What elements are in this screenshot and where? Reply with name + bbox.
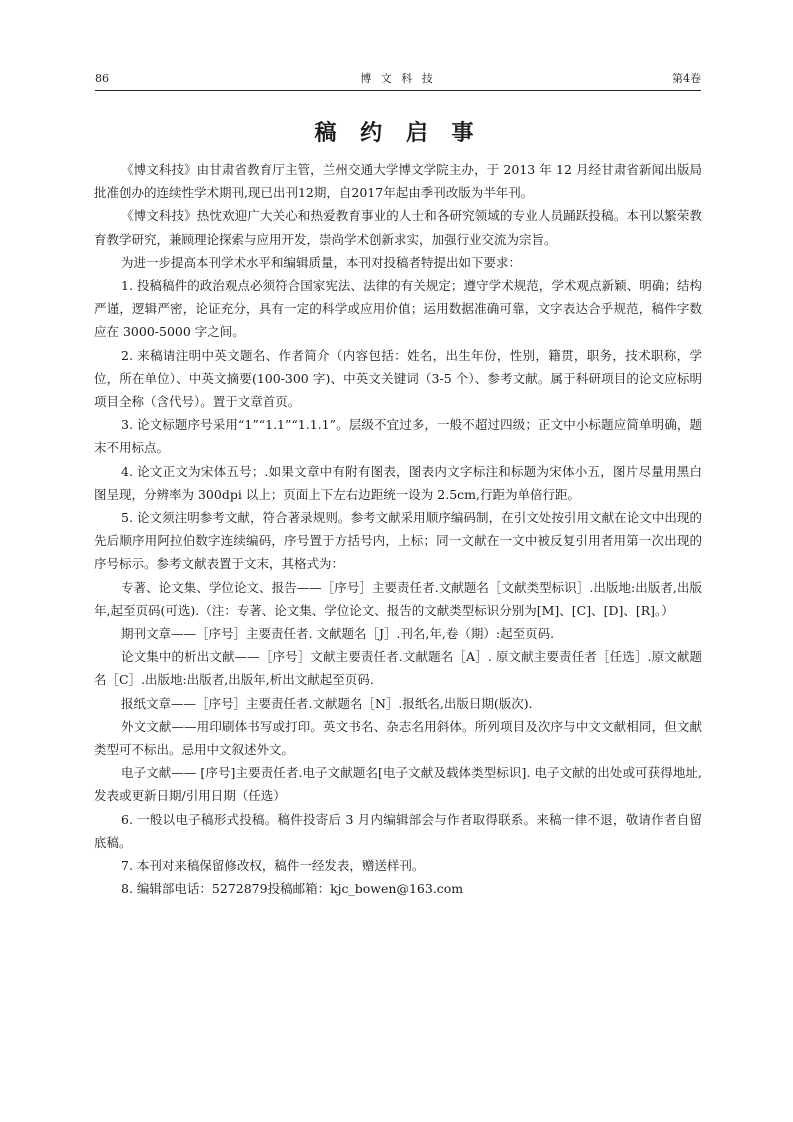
paragraph-rule-1: 1. 投稿稿件的政治观点必须符合国家宪法、法律的有关规定；遵守学术规范，学术观点新颖、明确；结构严谨，逻辑严密，论证充分，具有一定的科学或应用价值；运用数据准确可靠，文字表达合乎规范，稿件字数应在 3000-5000 字之间。 [94,278,702,340]
paragraph-intro: 《博文科技》由甘肃省教育厅主管，兰州交通大学博文学院主办，于 2013 年 12 月经甘肃省新闻出版局批准创办的连续性学术期刊,现已出刊12期，自2017年起由季刊改版为半年刊。 [94,162,702,201]
paragraph-rule-6: 6. 一般以电子稿形式投稿。稿件投寄后 3 月内编辑部会与作者取得联系。来稿一律不退，敬请作者自留底稿。 [94,811,702,850]
paragraph-welcome: 《博文科技》热忱欢迎广大关心和热爱教育事业的人士和各研究领域的专业人员踊跃投稿。本刊以繁荣教育教学研究，兼顾理论探索与应用开发，崇尚学术创新求实，加强行业交流为宗旨。 [94,208,702,247]
journal-name: 博 文 科 技 [360,72,436,85]
paragraph-rule-7: 7. 本刊对来稿保留修改权，稿件一经发表，赠送样刊。 [121,858,425,874]
volume-label: 第4卷 [672,72,701,85]
page-title: 稿 约 启 事 [314,120,482,146]
reference-format-proceedings: 论文集中的析出文献——［序号］文献主要责任者.文献题名［A］. 原文献主要责任者［任选］.原文献题名［C］.出版地:出版者,出版年,析出文献起至页码. [94,649,702,688]
reference-format-electronic: 电子文献—— [序号]主要责任者.电子文献题名[电子文献及载体类型标识]. 电子文献的出处或可获得地址,发表或更新日期/引用日期（任选） [94,765,702,804]
paragraph-rule-3: 3. 论文标题序号采用“1”“1.1”“1.1.1”。层级不宜过多，一般不超过四级；正文中小标题应简单明确，题末不用标点。 [94,417,702,456]
reference-format-foreign: 外文文献——用印刷体书写或打印。英文书名、杂志名用斜体。所列项目及次序与中文文献相同，但文献类型可不标出。忌用中文叙述外文。 [94,718,702,758]
paragraph-requirements-intro: 为进一步提高本刊学术水平和编辑质量，本刊对投稿者特提出如下要求： [121,254,522,270]
paragraph-rule-4: 4. 论文正文为宋体五号；.如果文章中有附有图表，图表内文字标注和标题为宋体小五，图片尽量用黑白图呈现，分辨率为 300dpi 以上；页面上下左右边距统一设为 2.5cm,行距为单倍行距。 [94,463,702,502]
editorial-phone: 8. 编辑部电话：5272879 [121,881,268,897]
paragraph-rule-2: 2. 来稿请注明中英文题名、作者简介（内容包括：姓名，出生年份，性别，籍贯，职务，技术职称，学位，所在单位）、中英文摘要(100-300 字)、中英文关键词（3-5 个）、参考文献。属于科研项目的论文应标明项目全称（含代号）。置于文章首页。 [94,347,702,410]
submission-email: 投稿邮箱：kjc_bowen@163.com [267,881,464,897]
running-header [95,70,701,88]
page-number: 86 [95,72,109,85]
reference-format-journal: 期刊文章——［序号］主要责任者. 文献题名［J］.刊名,年,卷（期）:起至页码. [121,626,555,642]
paragraph-contact [94,877,702,900]
reference-format-newspaper: 报纸文章——［序号］主要责任者.文献题名［N］.报纸名,出版日期(版次). [121,695,533,711]
paragraph-rule-5: 5. 论文须注明参考文献，符合著录规则。参考文献采用顺序编码制，在引文处按引用文献在论文中出现的先后顺序用阿拉伯数字连续编码，序号置于方括号内，上标；同一文献在一文中被反复引用者用第一次出现的序号标示。参考文献表置于文末，其格式为： [94,510,702,572]
notice-body [94,158,702,901]
reference-format-monograph: 专著、论文集、学位论文、报告——［序号］主要责任者.文献题名［文献类型标识］.出版地:出版者,出版年,起至页码(可选).（注：专著、论文集、学位论文、报告的文献类型标识分别为[M]、[C]、[D]、[R]。） [94,579,702,618]
header-rule [95,90,701,91]
